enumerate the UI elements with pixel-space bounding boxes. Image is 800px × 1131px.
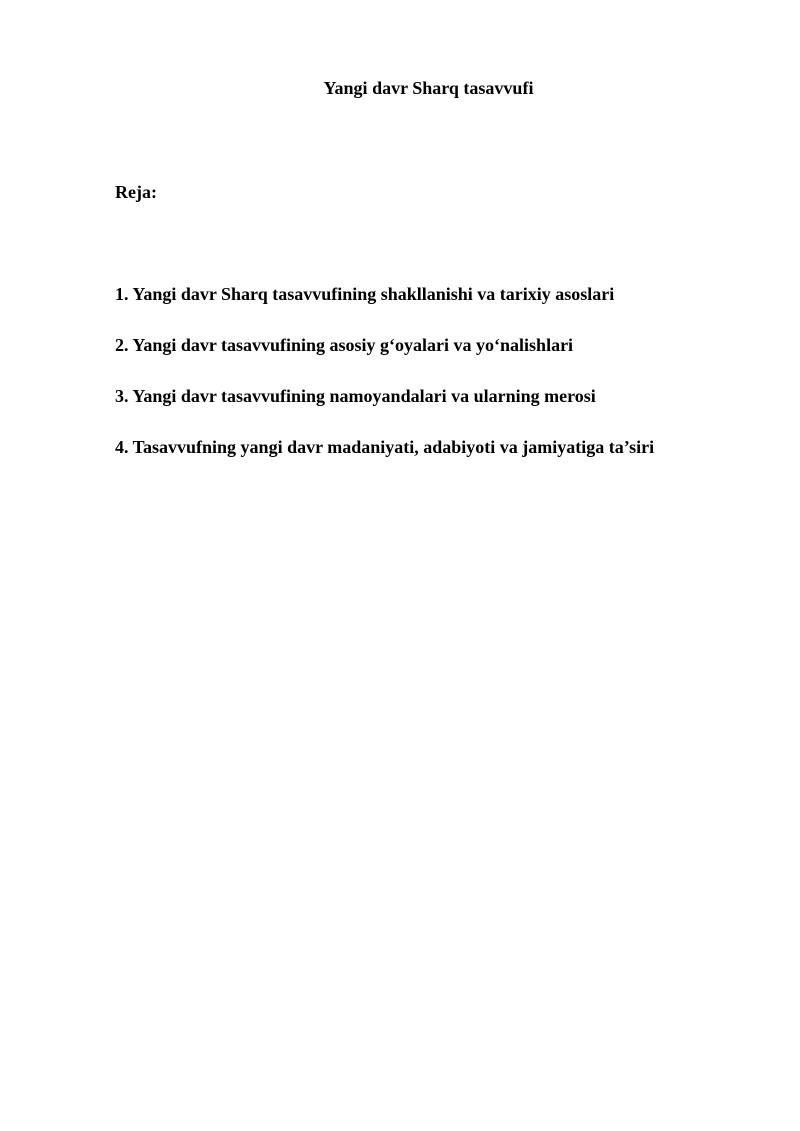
plan-item: 1. Yangi davr Sharq tasavvufining shakllanishi va tarixiy asoslari — [115, 284, 615, 304]
plan-item: 3. Yangi davr tasavvufining namoyandalari va ularning merosi — [115, 386, 596, 406]
plan-heading: Reja: — [115, 182, 157, 202]
plan-item: 4. Tasavvufning yangi davr madaniyati, adabiyoti va jamiyatiga ta’siri — [115, 437, 655, 457]
document-title: Yangi davr Sharq tasavvufi — [323, 78, 534, 98]
plan-item: 2. Yangi davr tasavvufining asosiy g‘oyalari va yo‘nalishlari — [115, 335, 574, 355]
plan-list — [115, 282, 654, 486]
